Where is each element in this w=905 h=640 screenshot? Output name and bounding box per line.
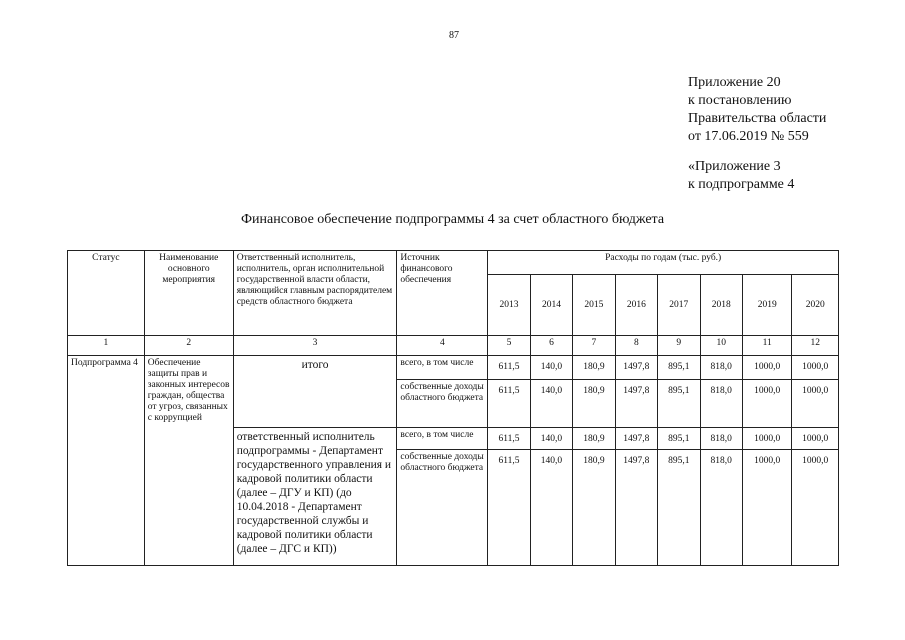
header-source: Источник финансового обеспечения xyxy=(397,251,488,336)
status-cell: Подпрограмма 4 xyxy=(68,356,145,566)
value-cell: 140,0 xyxy=(530,428,572,450)
header-expenses: Расходы по годам (тыс. руб.) xyxy=(488,251,839,275)
appendix-line: к постановлению xyxy=(688,93,792,108)
value-cell: 1000,0 xyxy=(792,356,839,380)
column-index: 2 xyxy=(144,336,233,356)
document-title: Финансовое обеспечение подпрограммы 4 за счет областного бюджета xyxy=(240,212,665,227)
value-cell: 180,9 xyxy=(573,356,615,380)
value-cell: 611,5 xyxy=(488,380,530,428)
measure-name-cell: Обеспечение защиты прав и законных интересов граждан, общества от угроз, связанных с коррупцией xyxy=(144,356,233,566)
value-cell: 1497,8 xyxy=(615,356,657,380)
header-year: 2019 xyxy=(742,275,792,336)
appendix-line: Приложение 20 xyxy=(688,75,781,90)
page-number: 87 xyxy=(449,30,459,41)
value-cell: 611,5 xyxy=(488,428,530,450)
source-cell: собственные доходы областного бюджета xyxy=(397,380,488,428)
value-cell: 1000,0 xyxy=(792,450,839,566)
value-cell: 180,9 xyxy=(573,450,615,566)
value-cell: 1497,8 xyxy=(615,380,657,428)
column-index: 11 xyxy=(742,336,792,356)
sub-appendix-block xyxy=(688,158,794,194)
value-cell: 1000,0 xyxy=(742,428,792,450)
value-cell: 818,0 xyxy=(700,380,742,428)
column-index: 10 xyxy=(700,336,742,356)
column-index: 6 xyxy=(530,336,572,356)
column-index: 4 xyxy=(397,336,488,356)
value-cell: 140,0 xyxy=(530,380,572,428)
column-index: 8 xyxy=(615,336,657,356)
value-cell: 1497,8 xyxy=(615,450,657,566)
header-year: 2017 xyxy=(658,275,700,336)
value-cell: 1000,0 xyxy=(792,380,839,428)
value-cell: 140,0 xyxy=(530,356,572,380)
value-cell: 1000,0 xyxy=(792,428,839,450)
header-year: 2016 xyxy=(615,275,657,336)
header-executor: Ответственный исполнитель, исполнитель, орган исполнительной государственной власти области, являющийся главным распорядителем средств областного бюджета xyxy=(233,251,397,336)
header-year: 2020 xyxy=(792,275,839,336)
value-cell: 895,1 xyxy=(658,450,700,566)
header-year: 2015 xyxy=(573,275,615,336)
value-cell: 895,1 xyxy=(658,356,700,380)
value-cell: 140,0 xyxy=(530,450,572,566)
source-cell: всего, в том числе xyxy=(397,356,488,380)
value-cell: 611,5 xyxy=(488,356,530,380)
table-row xyxy=(68,356,839,380)
appendix-line: «Приложение 3 xyxy=(688,159,781,174)
header-name: Наименование основного мероприятия xyxy=(144,251,233,336)
appendix-line: Правительства области xyxy=(688,111,827,126)
column-index: 12 xyxy=(792,336,839,356)
column-index: 7 xyxy=(573,336,615,356)
appendix-line: к подпрограмме 4 xyxy=(688,177,795,192)
header-year: 2013 xyxy=(488,275,530,336)
column-index: 5 xyxy=(488,336,530,356)
value-cell: 818,0 xyxy=(700,450,742,566)
appendix-line: от 17.06.2019 № 559 xyxy=(688,129,809,144)
column-index: 3 xyxy=(233,336,397,356)
value-cell: 180,9 xyxy=(573,380,615,428)
executor-cell: ответственный исполнитель подпрограммы - Департамент государственного управления и кадровой политики области (далее – ДГУ и КП) (до 10.04.2018 - Департамент государственной службы и кадровой политики области (далее – ДГС и КП)) xyxy=(233,428,397,566)
appendix-block xyxy=(688,74,826,146)
header-year: 2014 xyxy=(530,275,572,336)
value-cell: 818,0 xyxy=(700,428,742,450)
value-cell: 1497,8 xyxy=(615,428,657,450)
value-cell: 1000,0 xyxy=(742,380,792,428)
value-cell: 818,0 xyxy=(700,356,742,380)
value-cell: 180,9 xyxy=(573,428,615,450)
column-index: 9 xyxy=(658,336,700,356)
value-cell: 895,1 xyxy=(658,380,700,428)
column-index: 1 xyxy=(68,336,145,356)
source-cell: всего, в том числе xyxy=(397,428,488,450)
value-cell: 895,1 xyxy=(658,428,700,450)
header-status: Статус xyxy=(68,251,145,336)
value-cell: 1000,0 xyxy=(742,356,792,380)
value-cell: 611,5 xyxy=(488,450,530,566)
header-year: 2018 xyxy=(700,275,742,336)
source-cell: собственные доходы областного бюджета xyxy=(397,450,488,566)
executor-cell: итого xyxy=(233,356,397,428)
budget-table xyxy=(67,250,839,566)
value-cell: 1000,0 xyxy=(742,450,792,566)
